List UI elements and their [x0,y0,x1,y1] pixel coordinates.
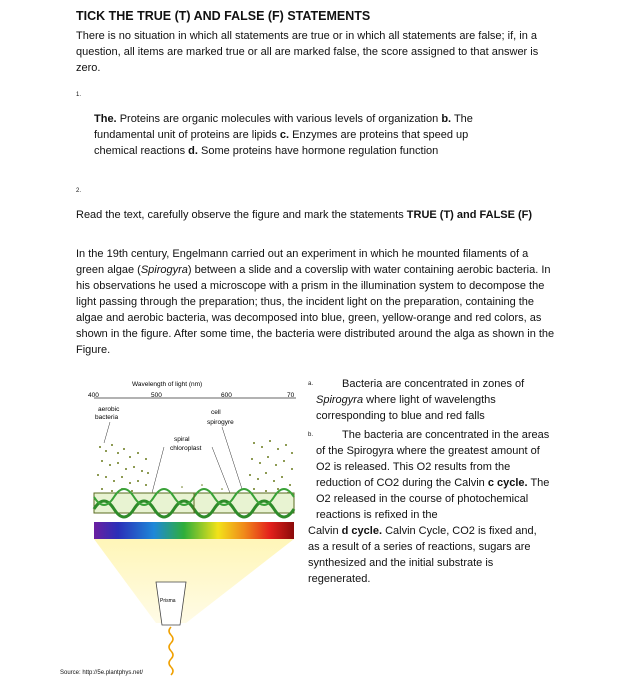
label-prism: Prisma [160,598,176,604]
axis-title: Wavelength of light (nm) [132,381,203,388]
statement-b-marker: b. [441,113,452,125]
label-cell: cell [211,409,221,416]
label-bacteria: bacteria [95,414,119,421]
engelmann-figure [82,377,302,677]
light-beam [94,539,294,623]
label-aerobic: aerobic [98,406,120,413]
statement-c-text: Enzymes are proteins that speed up chemical reactions [94,129,469,157]
intro-text: There is no situation in which all statements are true or in which all statements are false; if, in a question, all items are marked true or all are marked false, the score assigned to that answer is zero. [76,30,539,74]
tick-500: 500 [151,392,162,399]
statement-a-text: Proteins are organic molecules with various levels of organization [119,113,439,125]
figure-drawing [82,377,302,677]
statement-b-text: The fundamental unit of proteins are lipids [94,113,473,141]
page-title: TICK THE TRUE (T) AND FALSE (F) STATEMENTS [76,9,371,23]
question-2-instruction: Read the text, carefully observe the figure and mark the statements TRUE (T) and FALSE (F) [76,209,533,221]
figure-statement-b: b. The bacteria are concentrated in the areas of the Spirogyra where the greatest amount of O2 is released. This O2 results from the reduction of CO2 during the Calvin c cycle. The O2 released in the course of photochemical reactions is refixed in the [308,429,550,521]
label-spirogyre: spirogyre [207,419,234,426]
light-spectrum [94,522,294,539]
statement-a-marker: The. [94,113,117,125]
label-spiral: spiral [174,436,190,443]
figure-statements [308,376,551,587]
tick-400: 400 [88,392,99,399]
statement-c-marker: c. [279,129,290,141]
label-chloroplast: chloroplast [170,445,202,452]
figure-statement-a: a. Bacteria are concentrated in zones of Spirogyra where light of wavelengths corresponding to blue and red falls [308,378,525,422]
question-2-paragraph: In the 19th century, Engelmann carried out an experiment in which he mounted filaments of a green algae (Spirogyra) between a slide and a coverslip with water containing aerobic bacteria. In his observations he used a microscope with a prism in the illumination system to decompose the light passing through the preparation; thus, the incident light on the preparation, containing the algae and aerobic bacteria, was decomposed into blue, green, yellow-orange and red colors, as shown in the figure. After some time, the bacteria were distributed around the alga as shown in the Figure. [76,248,555,356]
statement-d-text: Some proteins have hormone regulation function [201,145,439,157]
figure-source: Source: http://5e.plantphys.net/ [60,670,144,676]
question-2-number: 2. [76,188,82,194]
statement-d-marker: d. [188,145,198,157]
question-1-statements [94,111,514,159]
question-1-number: 1. [76,92,82,98]
tick-600: 600 [221,392,232,399]
light-wave [169,627,173,675]
tick-700: 70 [287,392,295,399]
figure-statement-d: Calvin d cycle. Calvin Cycle, CO2 is fixed and, as a result of a series of reactions, sugars are synthesized and the initial substrate is regenerated. [308,525,537,585]
